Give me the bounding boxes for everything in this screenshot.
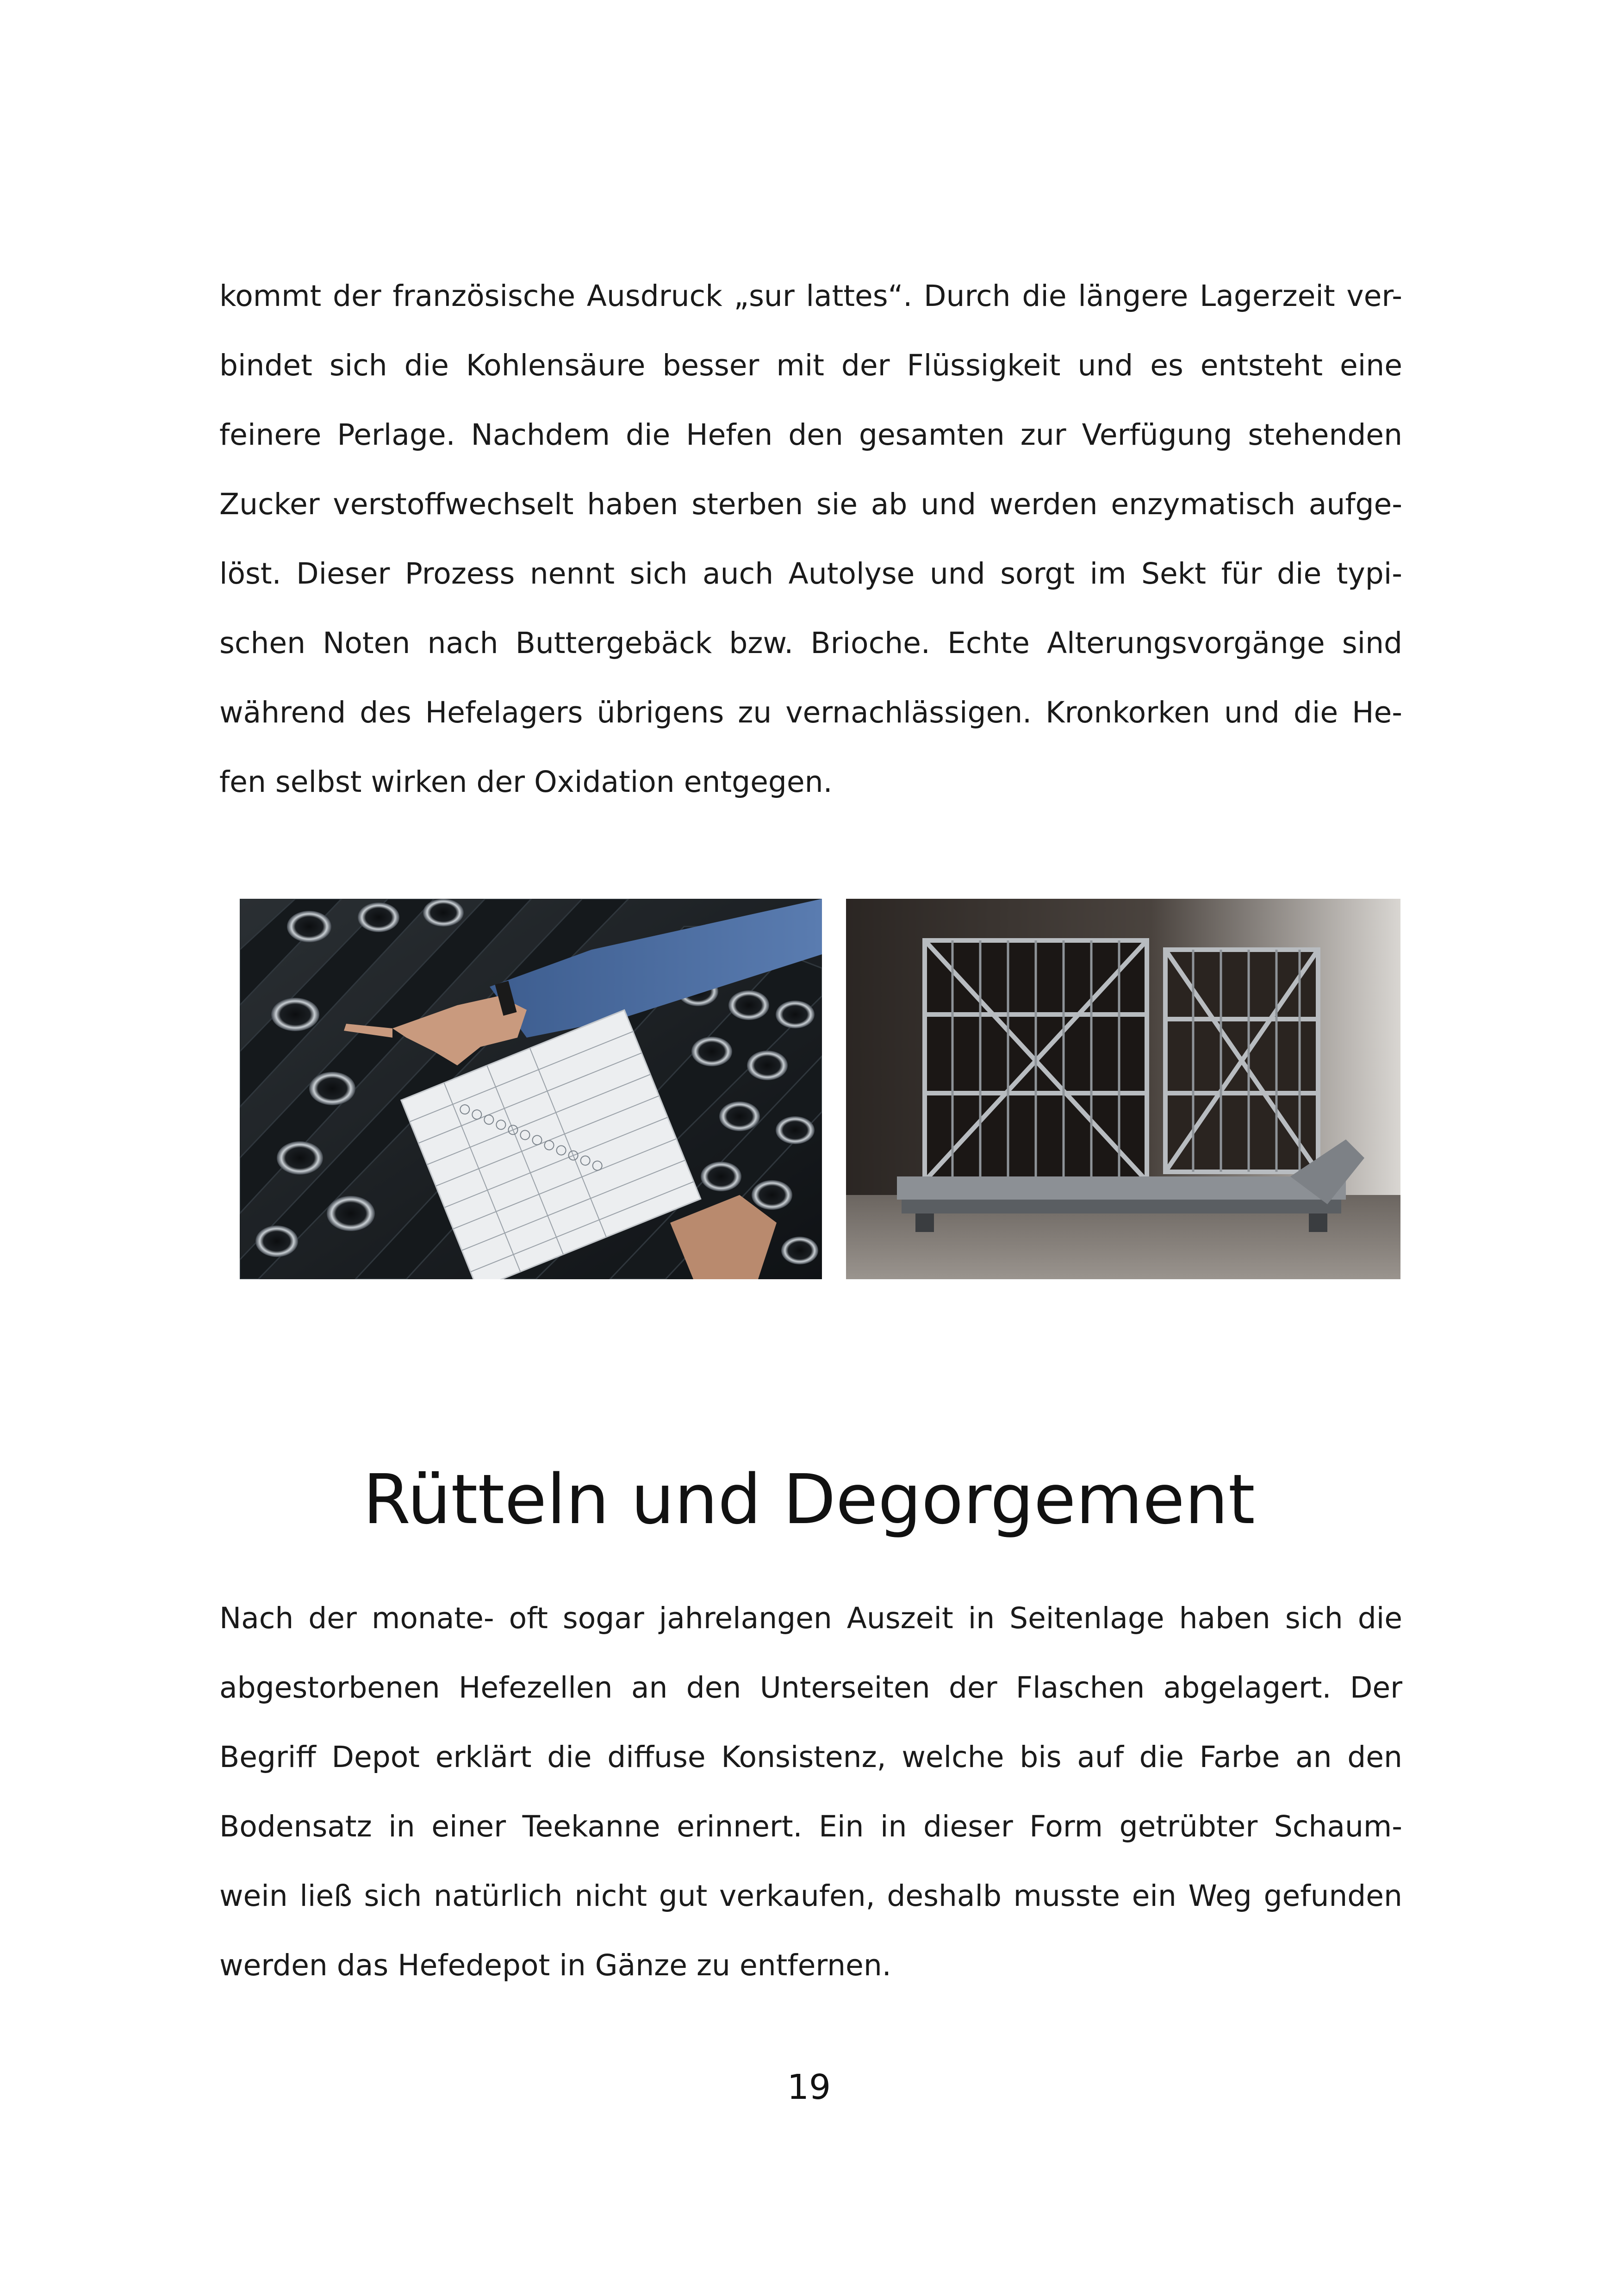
paragraph-line: bindet sich die Kohlensäure besser mit der Flüssigkeit und es entsteht eine [219, 348, 1402, 382]
paragraph-line: wein ließ sich natürlich nicht gut verkaufen, deshalb musste ein Weg gefunden [219, 1879, 1402, 1913]
paragraph-line: löst. Dieser Prozess nennt sich auch Autolyse und sorgt im Sekt für die typi- [219, 557, 1402, 591]
paragraph-line: feinere Perlage. Nachdem die Hefen den gesamten zur Verfügung stehenden [219, 418, 1402, 452]
paragraph-line: Zucker verstoffwechselt haben sterben sie ab und werden enzymatisch aufge- [219, 487, 1402, 521]
gyropalette-photo [846, 899, 1400, 1279]
paragraph-line: abgestorbenen Hefezellen an den Unterseiten der Flaschen abgelagert. Der [219, 1671, 1402, 1705]
paragraph-line: fen selbst wirken der Oxidation entgegen. [219, 765, 833, 799]
section-paragraph [219, 1595, 1402, 2012]
page-number: 19 [787, 2067, 831, 2107]
paragraph-line: Nach der monate- oft sogar jahrelangen Auszeit in Seitenlage haben sich die [219, 1601, 1402, 1635]
paragraph-line: während des Hefelagers übrigens zu vernachlässigen. Kronkorken und die He- [219, 696, 1402, 729]
paragraph-line: schen Noten nach Buttergebäck bzw. Brioche. Echte Alterungsvorgänge sind [219, 626, 1402, 660]
paragraph-line: werden das Hefedepot in Gänze zu entfernen. [219, 1948, 891, 1982]
section-heading: Rütteln und Degorgement [363, 1460, 1255, 1539]
intro-paragraph [219, 273, 1402, 799]
paragraph-line: Bodensatz in einer Teekanne erinnert. Ein in dieser Form getrübter Schaum- [219, 1810, 1402, 1843]
riddling-rack-photo [240, 899, 822, 1279]
paragraph-line: Begriff Depot erklärt die diffuse Konsistenz, welche bis auf die Farbe an den [219, 1740, 1402, 1774]
paragraph-line: kommt der französische Ausdruck „sur lattes“. Durch die längere Lagerzeit ver- [219, 279, 1402, 313]
